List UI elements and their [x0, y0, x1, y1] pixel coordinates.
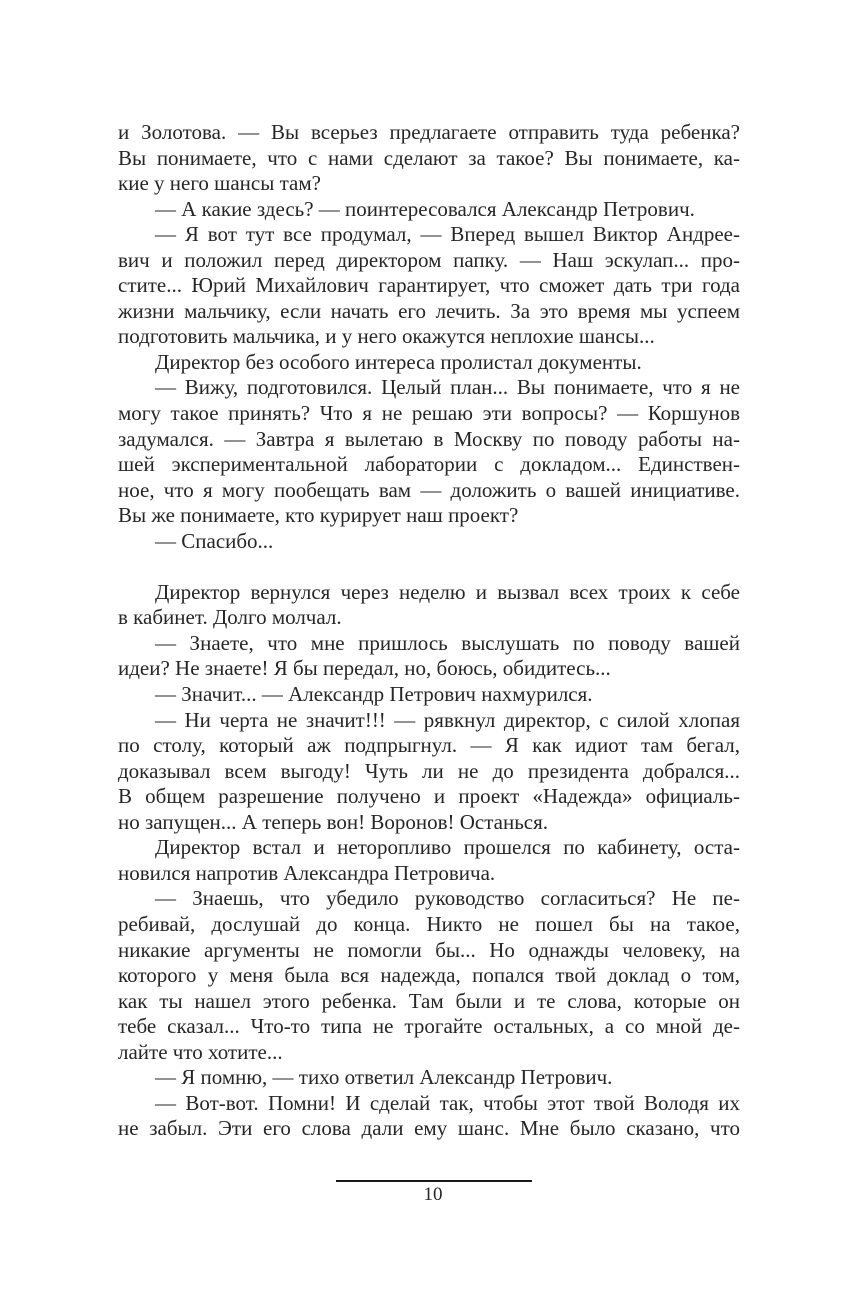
footer-rule [336, 1180, 532, 1182]
text-line: лайте что хотите... [118, 1039, 283, 1064]
text-line: Директор встал и неторопливо прошелся по кабинету, оста- [155, 835, 740, 860]
text-line: — Я вот тут все продумал, — Вперед вышел Виктор Андрее- [155, 222, 740, 247]
text-line: не забыл. Эти его слова дали ему шанс. Мне было сказано, что [118, 1116, 740, 1141]
text-line: стите... Юрий Михайлович гарантирует, что сможет дать три года [118, 273, 740, 298]
text-line: Вы понимаете, что с нами сделают за такое? Вы понимаете, ка- [118, 145, 740, 170]
text-line: — Вижу, подготовился. Целый план... Вы понимаете, что я не [155, 375, 740, 400]
text-line: новился напротив Александра Петровича. [118, 860, 496, 885]
text-line: — А какие здесь? — поинтересовался Александр Петрович. [155, 196, 695, 221]
text-line: ребивай, дослушай до конца. Никто не пошел бы на такое, [118, 911, 740, 936]
blank-line [118, 554, 740, 580]
text-line: — Вот-вот. Помни! И сделай так, чтобы этот твой Володя их [155, 1090, 740, 1115]
text-line: — Я помню, — тихо ответил Александр Петрович. [155, 1065, 613, 1090]
text-line: как ты нашел этого ребенка. Там были и те слова, которые он [118, 988, 740, 1013]
text-line: Директор вернулся через неделю и вызвал всех троих к себе [155, 579, 740, 604]
page-number: 10 [423, 1184, 443, 1205]
text-line: но запущен... А теперь вон! Воронов! Останься. [118, 809, 549, 834]
text-line: шей экспериментальной лаборатории с докладом... Единствен- [118, 452, 740, 477]
text-line: и Золотова. — Вы всерьез предлагаете отправить туда ребенка? [118, 120, 740, 144]
text-line: вич и положил перед директором папку. — Наш эскулап... про- [118, 247, 740, 272]
text-line: в кабинет. Долго молчал. [118, 605, 342, 630]
text-line: идеи? Не знаете! Я бы передал, но, боюсь, обидитесь... [118, 656, 611, 681]
text-line: — Знаете, что мне пришлось выслушать по поводу вашей [155, 630, 740, 655]
text-line: жизни мальчику, если начать его лечить. За это время мы успеем [118, 298, 740, 323]
text-line: которого у меня была вся надежда, попался твой доклад о том, [118, 963, 740, 988]
text-line: — Спасибо... [155, 528, 274, 553]
text-line: — Ни черта не значит!!! — рявкнул директор, с силой хлопая [155, 707, 740, 732]
text-line: доказывал всем выгоду! Чуть ли не до президента добрался... [118, 758, 740, 783]
text-line: кие у него шансы там? [118, 171, 321, 196]
text-line: задумался. — Завтра я вылетаю в Москву по поводу работы на- [118, 426, 740, 451]
text-line: — Значит... — Александр Петрович нахмурился. [155, 682, 593, 707]
text-line: тебе сказал... Что-то типа не трогайте остальных, а со мной де- [118, 1014, 740, 1039]
text-line: Директор без особого интереса пролистал документы. [155, 349, 642, 374]
text-line: никакие аргументы не помогли бы... Но однажды человеку, на [118, 937, 740, 962]
text-line: могу такое принять? Что я не решаю эти вопросы? — Коршунов [118, 401, 740, 426]
text-line: Вы же понимаете, кто курирует наш проект? [118, 503, 519, 528]
body-text [118, 120, 740, 1142]
text-line: ное, что я могу пообещать вам — доложить о вашей инициативе. [118, 477, 740, 502]
text-line: — Знаешь, что убедило руководство согласиться? Не пе- [155, 886, 740, 911]
text-line: В общем разрешение получено и проект «Надежда» официаль- [118, 784, 740, 809]
text-line: подготовить мальчика, и у него окажутся неплохие шансы... [118, 324, 655, 349]
text-line: по столу, который аж подпрыгнул. — Я как идиот там бегал, [118, 733, 740, 758]
